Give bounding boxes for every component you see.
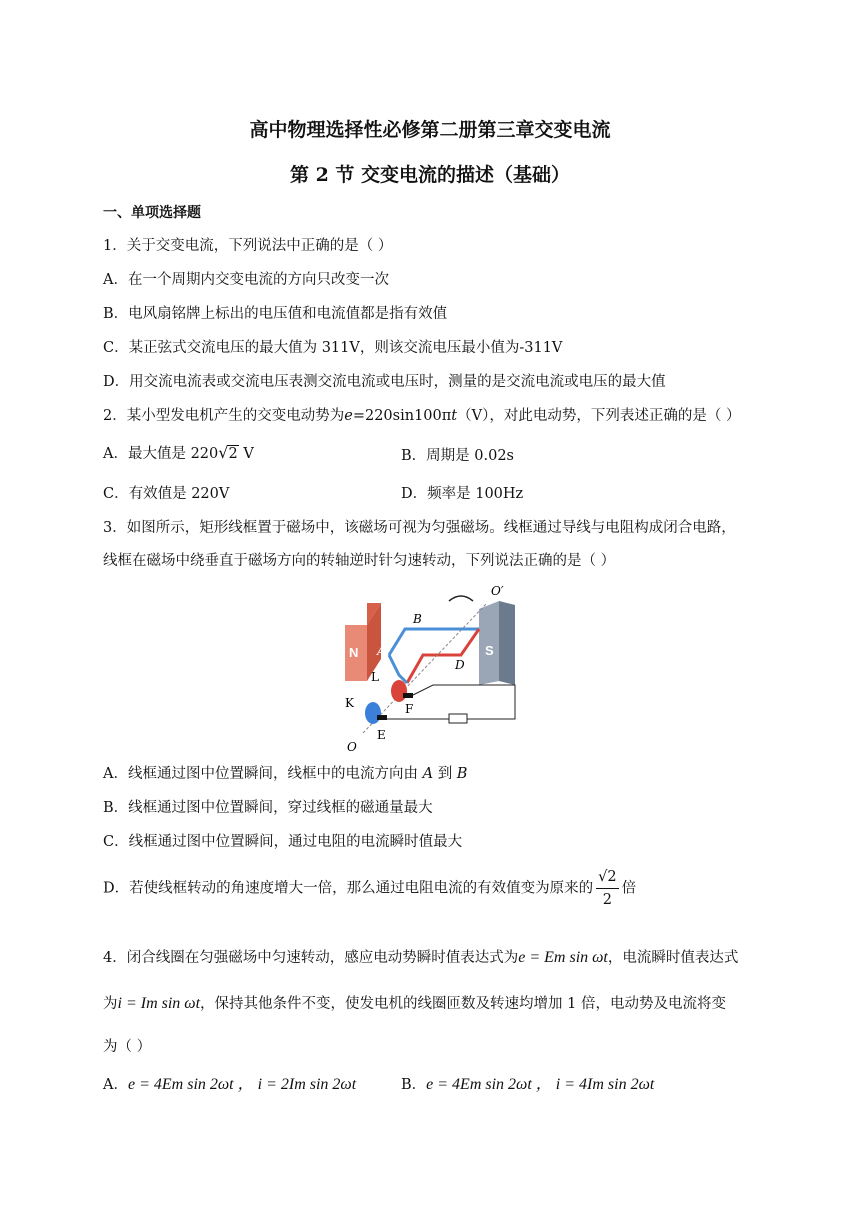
generator-diagram: [337, 583, 527, 753]
q4-stem-line1: [103, 946, 738, 967]
label-b: B: [413, 612, 422, 626]
q2-option-b: B．周期是 0.02s: [401, 448, 514, 464]
q4-stem-line3: 为（ ）: [103, 1039, 152, 1055]
q1-stem: 1．关于交变电流，下列说法中正确的是（ ）: [103, 238, 393, 254]
q2-stem-e: e: [344, 408, 353, 424]
q1-option-c: C．某正弦式交流电压的最大值为 311V，则该交流电压最小值为-311V: [103, 340, 563, 356]
resistor: [449, 714, 467, 723]
q4-option-b: [401, 1071, 654, 1094]
q3-option-b: B．线框通过图中位置瞬间，穿过线框的磁通量最大: [103, 800, 433, 816]
document-title: 高中物理选择性必修第二册第三章交变电流: [249, 119, 611, 141]
q4-stem2-post: ，保持其他条件不变，使发电机的线圈匝数及转速均增加 1 倍，电动势及电流将变: [200, 996, 726, 1012]
q2-stem: [103, 404, 740, 425]
q3-option-c: C．线框通过图中位置瞬间，通过电阻的电流瞬时值最大: [103, 834, 463, 850]
q3-option-a-to: B: [456, 766, 468, 782]
label-e: E: [377, 728, 386, 742]
q3-option-d-num: √2: [596, 866, 618, 889]
q3-option-d: [103, 866, 636, 911]
q4-stem1-post: ，电流瞬时值表达式: [607, 950, 739, 966]
coil-edge-cd: [407, 629, 479, 683]
q2-option-a: A．最大值是 220√2 V: [103, 443, 254, 462]
label-d: D: [455, 658, 465, 672]
section-subtitle: 第 2 节 交变电流的描述（基础）: [289, 164, 571, 186]
q2-option-a-unit: V: [243, 446, 254, 462]
q2-option-a-root: 2: [228, 446, 238, 462]
brush-e: [377, 715, 387, 720]
brush-f: [403, 693, 413, 698]
label-f: F: [405, 702, 414, 716]
q2-option-d: D．频率是 100Hz: [401, 486, 524, 502]
label-a: A: [377, 644, 386, 658]
q3-option-d-den: 2: [602, 892, 612, 908]
q3-option-a: [103, 762, 467, 783]
q4-option-a: [103, 1071, 356, 1094]
q2-option-a-pre: A．最大值是 220: [103, 446, 219, 462]
s-pole-front: [499, 601, 515, 685]
q3-option-d-post: 倍: [621, 880, 637, 897]
question-type-heading: 一、单项选择题: [103, 205, 201, 221]
s-pole-label: S: [485, 643, 494, 658]
q4-option-b-label: B．: [401, 1077, 427, 1093]
q4-option-a-expr: e = 4Em sin 2ωt ， i = 2Im sin 2ωt: [127, 1076, 357, 1093]
q3-option-a-pre: A．线框通过图中位置瞬间，线框中的电流方向由: [103, 766, 418, 782]
q4-stem2-pre: 为: [103, 996, 118, 1012]
q4-option-b-expr: e = 4Em sin 2ωt ， i = 4Im sin 2ωt: [426, 1076, 655, 1093]
label-l: L: [371, 670, 379, 684]
q3-option-a-from: A: [422, 766, 434, 782]
rotation-axis: [363, 603, 487, 733]
slip-ring-red: [391, 680, 407, 702]
rotation-arrow: [449, 596, 473, 601]
q1-option-a: A．在一个周期内交变电流的方向只改变一次: [103, 272, 389, 288]
coil-lead: [389, 655, 407, 683]
slip-ring-blue: [365, 702, 381, 724]
q4-stem1-pre: 4．闭合线圈在匀强磁场中匀速转动，感应电动势瞬时值表达式为: [103, 950, 519, 966]
q3-stem-line2: 线框在磁场中绕垂直于磁场方向的转轴逆时针匀速转动，下列说法正确的是（ ）: [103, 553, 616, 569]
q3-option-d-pre: D．若使线框转动的角速度增大一倍，那么通过电阻电流的有效值变为原来的: [103, 880, 594, 897]
q1-option-d: D．用交流电流表或交流电压表测交流电流或电压时，测量的是交流电流或电压的最大值: [103, 374, 666, 390]
q2-stem-mid: =220sin100π: [352, 408, 452, 424]
q4-option-a-label: A．: [103, 1077, 128, 1093]
q4-stem-line2: [103, 992, 726, 1013]
label-o-prime: O′: [491, 584, 504, 598]
q1-option-b: B．电风扇铭牌上标出的电压值和电流值都是指有效值: [103, 306, 448, 322]
q2-stem-t: t: [451, 408, 458, 424]
n-pole-label: N: [349, 645, 359, 660]
q4-stem1-expr: e = Em sin ωt: [518, 949, 608, 966]
q2-stem-pre: 2．某小型发电机产生的交变电动势为: [103, 408, 345, 424]
q3-stem-line1: 3．如图所示，矩形线框置于磁场中，该磁场可视为匀强磁场。线框通过导线与电阻构成闭合电路，: [103, 520, 736, 536]
label-k: K: [345, 696, 354, 710]
label-o: O: [347, 740, 357, 753]
q2-stem-post: （V），对此电动势，下列表述正确的是（ ）: [457, 408, 741, 424]
q2-option-c: C．有效值是 220V: [103, 486, 230, 502]
q3-option-a-mid: 到: [437, 766, 453, 782]
q3-option-d-fraction: [596, 866, 618, 911]
q4-stem2-expr: i = Im sin ωt: [117, 995, 201, 1012]
